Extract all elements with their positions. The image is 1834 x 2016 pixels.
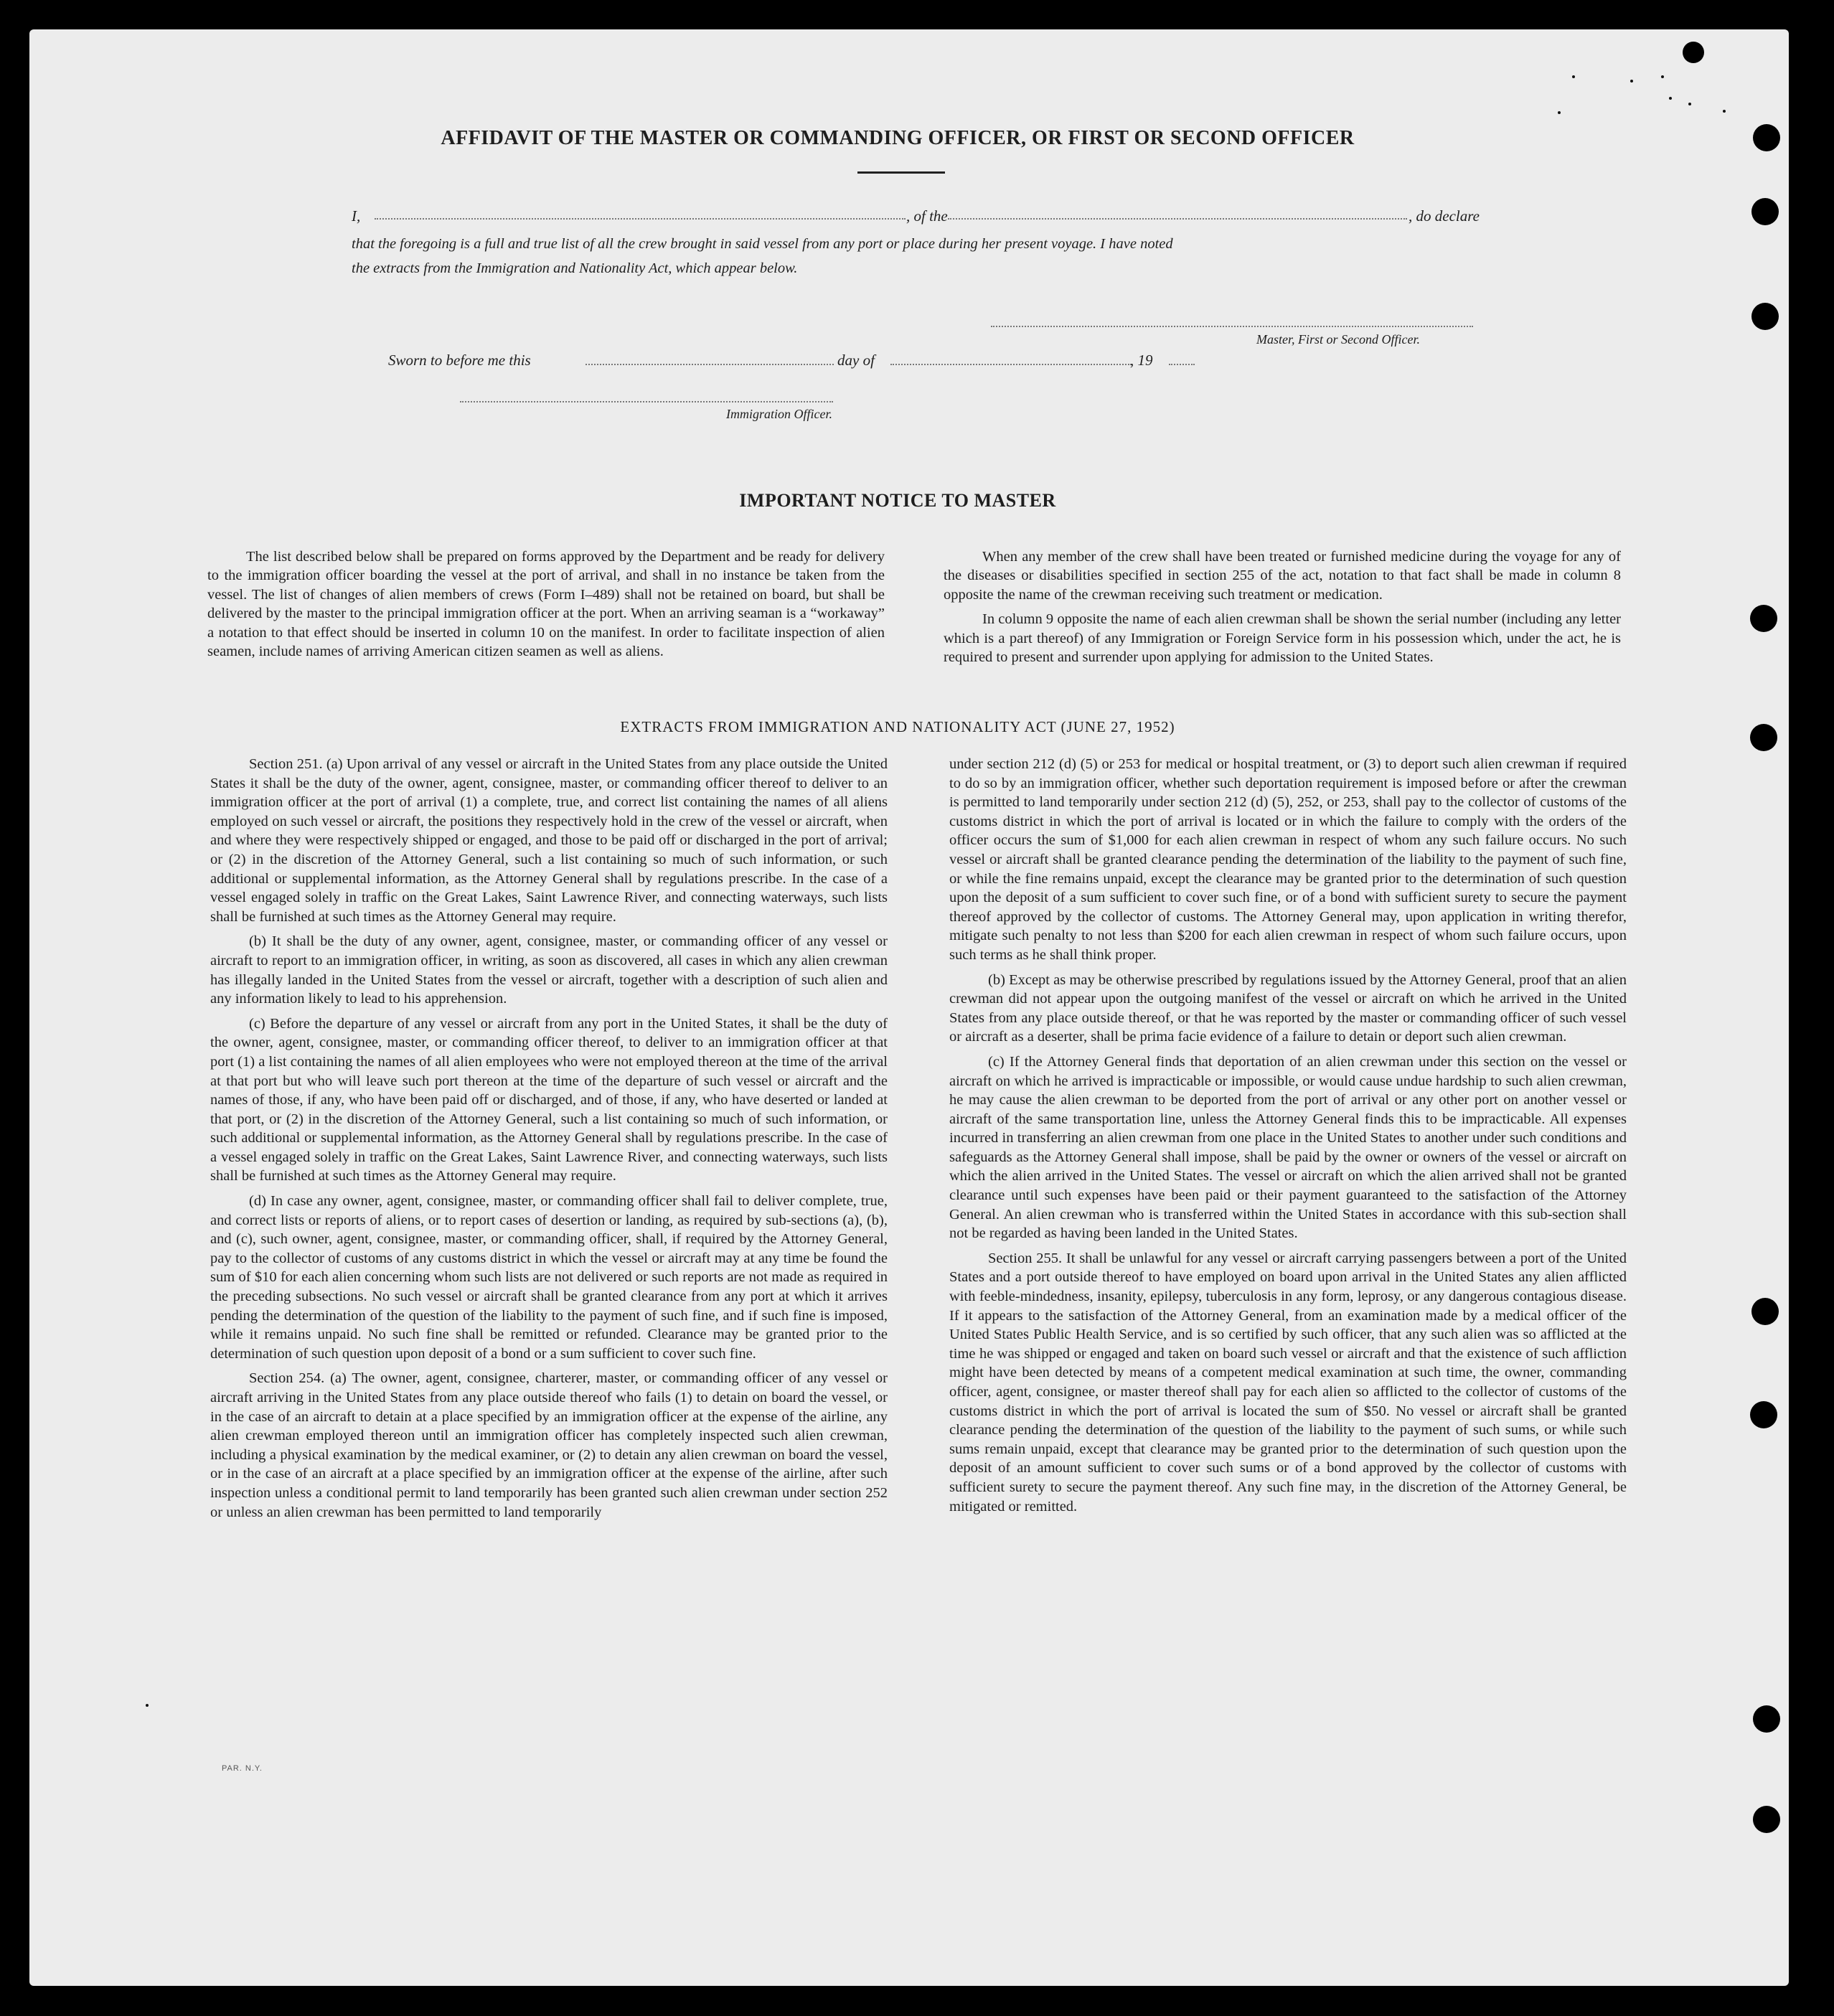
speck: [1669, 97, 1672, 100]
day-of-label: day of: [837, 352, 875, 369]
binder-hole-5: [1750, 605, 1777, 632]
speck: [1723, 110, 1726, 113]
immigration-officer-signature-field[interactable]: [460, 401, 833, 402]
sworn-label: Sworn to before me this: [388, 352, 531, 369]
section-251-d: (d) In case any owner, agent, consignee, master, or commanding officer shall fail to deliver complete, true, and correct lists or reports of aliens, or to report cases of desertion or landing, as required by sub-sections (a), (b), and (c), such owner, agent, consignee, master, or commanding officer, shall, if required by the Attorney General, pay to the collector of customs of any customs district in which the vessel or aircraft may at any time be found the sum of $10 for each alien concerning whom such lists are not delivered or such reports are not made as required in the preceding subsections. No such vessel or aircraft shall be granted clearance from any port at which it arrives pending the determination of the question of the liability to the payment of such fine, and if such fine is imposed, while it remains unpaid. No such fine shall be remitted or refunded. Clearance may be granted prior to the determination of such question upon deposit of a bond or a sum sufficient to cover such fine.: [210, 1193, 888, 1362]
speck: [1630, 80, 1633, 83]
speck: [1572, 75, 1575, 78]
section-254-a: Section 254. (a) The owner, agent, consignee, charterer, master, or commanding officer of any vessel or aircraft arriving in the United States from any place outside thereof who fails (1) to detain on board the vessel, or in the case of an aircraft to detain at a place specified by an immigration officer at the expense of the airline, any alien crewman employed thereon until an immigration officer has completely inspected such alien crewman, including a physical examination by the medical examiner, or (2) to detain any alien crewman on board the vessel, or in the case of an aircraft at a place specified by an immigration officer at the expense of the airline, after such inspection unless a conditional permit to land temporarily has been granted such alien crewman under section 252 or unless an alien crewman has been permitted to land temporarily: [210, 1370, 888, 1520]
declaration-line-2: the extracts from the Immigration and Nationality Act, which appear below.: [352, 260, 798, 276]
speck: [1688, 103, 1691, 105]
section-251-b: (b) It shall be the duty of any owner, agent, consignee, master, or commanding officer of any vessel or aircraft to report to an immigration officer, in writing, as soon as discovered, all cases in which any alien crewman has illegally landed in the United States from the vessel or aircraft, together with a description of such alien and any information likely to lead to his apprehension.: [210, 933, 888, 1007]
extracts-right-column: [949, 755, 1627, 1516]
title-rule: [857, 171, 945, 174]
do-declare-label: , do declare: [1409, 207, 1480, 225]
binder-hole-10: [1753, 1806, 1780, 1833]
master-signature-field[interactable]: [991, 326, 1473, 327]
vessel-name-field[interactable]: [948, 218, 1407, 220]
notice-right-paragraph-1: When any member of the crew shall have been treated or furnished medicine during the voyage for any of the diseases or disabilities specified in section 255 of the act, notation to that fact shall be made in column 8 opposite the name of the crewman receiving such treatment or medication.: [944, 549, 1621, 603]
binder-hole-4: [1751, 303, 1779, 330]
binder-hole-7: [1751, 1298, 1779, 1325]
binder-hole-6: [1750, 724, 1777, 751]
binder-hole-8: [1750, 1401, 1777, 1428]
speck: [146, 1704, 149, 1707]
notice-title: IMPORTANT NOTICE TO MASTER: [739, 490, 1056, 511]
section-254-b: (b) Except as may be otherwise prescribed by regulations issued by the Attorney General, proof that an alien crewman did not appear upon the outgoing manifest of the vessel or aircraft on which he arrived in the United States from any place outside thereof, or that he was reported by the master or commanding officer of such vessel or aircraft as a deserter, shall be prima facie evidence of a failure to detain or deport such alien crewman.: [949, 971, 1627, 1045]
extracts-left-column: [210, 755, 888, 1522]
section-254-a-continued: under section 212 (d) (5) or 253 for medical or hospital treatment, or (3) to deport such alien crewman if required to do so by an immigration officer, whether such deportation requirement is imposed before or after the crewman is permitted to land temporarily under section 212 (d) (5), 252, or 253, shall pay to the collector of customs of the customs district in which the port of arrival is located or in which the failure to comply with the orders of the officer occurs the sum of $1,000 for each alien crewman in respect of whom any such failure occurs. No such vessel or aircraft shall be granted clearance pending the determination of the liability to the payment of such fine, or while the fine remains unpaid, except the clearance may be granted prior to the determination of such question upon the deposit of a sum sufficient to cover such fine, or of a bond with sufficient surety to secure the payment thereof approved by the collector of customs. The Attorney General may, upon application in writing therefor, mitigate such penalty to not less than $200 for each alien crewman in respect of whom such failure occurs, upon such terms as he shall think proper.: [949, 756, 1627, 963]
binder-hole-2: [1753, 124, 1780, 151]
year-label: , 19: [1130, 352, 1153, 369]
binder-hole-9: [1753, 1705, 1780, 1733]
binder-hole-3: [1751, 198, 1779, 225]
speck: [1558, 111, 1561, 114]
extracts-title: EXTRACTS FROM IMMIGRATION AND NATIONALITY ACT (JUNE 27, 1952): [620, 718, 1175, 735]
printer-mark: PAR. N.Y.: [222, 1764, 263, 1773]
section-251-c: (c) Before the departure of any vessel or aircraft from any port in the United States, it shall be the duty of the owner, agent, consignee, master, or commanding officer thereof, to deliver to an immigration officer at that port (1) a list containing the names of all alien employees who were not employed thereon at the time of the arrival at that port but who will leave such port thereon at the time of the departure of such vessel or aircraft and the names of those, if any, who have been paid off or discharged, and of those, if any, who have deserted or landed at that port, or (2) in the discretion of the Attorney General, such a list containing so much of such information, or such additional or supplemental information, as the Attorney General shall by regulations prescribe. In the case of a vessel engaged solely in traffic on the Great Lakes, Saint Lawrence River, and connecting waterways, such lists shall be furnished at such times as the Attorney General may require.: [210, 1015, 888, 1184]
master-signature-caption: Master, First or Second Officer.: [1256, 332, 1420, 347]
form-page: [29, 29, 1789, 1986]
notice-left-paragraph: The list described below shall be prepared on forms approved by the Department and be ready for delivery to the immigration officer boarding the vessel at the port of arrival, and shall in no instance be taken from the vessel. The list of changes of alien members of crews (Form I–489) shall not be retained on board, but shall be delivered by the master to the principal immigration officer at the port. When an arriving seaman is a “workaway” a notation to that effect should be inserted in column 10 on the manifest. In order to facilitate inspection of alien seamen, include names of arriving American citizen seamen as well as aliens.: [207, 549, 885, 660]
notice-right-paragraph-2: In column 9 opposite the name of each alien crewman shall be shown the serial number (including any letter which is a part thereof) of any Immigration or Foreign Service form in his possession which, under the act, he is required to present and surrender upon applying for admission to the United States.: [944, 611, 1621, 666]
declarant-name-field[interactable]: [375, 218, 906, 220]
sworn-day-field[interactable]: [586, 364, 834, 365]
declaration-line-1: that the foregoing is a full and true list of all the crew brought in said vessel from any port or place during her present voyage. I have noted: [352, 236, 1173, 252]
affidavit-title: AFFIDAVIT OF THE MASTER OR COMMANDING OFFICER, OR FIRST OR SECOND OFFICER: [441, 127, 1355, 149]
sworn-year-field[interactable]: [1169, 364, 1195, 365]
section-254-c: (c) If the Attorney General finds that deportation of an alien crewman under this section on the vessel or aircraft on which he arrived is impracticable or impossible, or would cause undue hardship to such alien crewman, he may cause the alien crewman to be deported from the port of arrival or any other port on another vessel or aircraft of the same transportation line, unless the Attorney General finds this to be impracticable. All expenses incurred in transferring an alien crewman from one place in the United States to another under such conditions and safeguards as the Attorney General shall impose, shall be paid by the owner or owners of the vessel or aircraft on which the alien arrived in the United States. The vessel or aircraft on which the alien arrived shall not be granted clearance until such expenses have been paid or their payment guaranteed to the satisfaction of the Attorney General. An alien crewman who is transferred within the United States in accordance with this sub-section shall not be regarded as having been landed in the United States.: [949, 1053, 1627, 1242]
of-the-label: , of the: [906, 207, 948, 225]
notice-right-column: [944, 547, 1621, 666]
speck: [1661, 75, 1664, 78]
sworn-month-field[interactable]: [890, 364, 1132, 365]
section-255: Section 255. It shall be unlawful for any vessel or aircraft carrying passengers between a port of the United States and a port outside thereof to have employed on board upon arrival in the United States any alien afflicted with feeble-mindedness, insanity, epilepsy, tuberculosis in any form, leprosy, or any dangerous contagious disease. If it appears to the satisfaction of the Attorney General, from an examination made by a medical officer of the United States Public Health Service, and is so certified by such officer, that any such alien was so afflicted at the time he was shipped or engaged and taken on board such vessel or aircraft and that the existence of such affliction might have been detected by means of a competent medical examination at such time, the owner, commanding officer, agent, consignee, or master thereof shall pay for each alien so afflicted to the collector of customs of the customs district in which the port of arrival is located the sum of $50. No vessel or aircraft shall be granted clearance pending the determination of the question of the liability to the payment of such sums, or while such sums remain unpaid, except that clearance may be granted prior to the determination of such question upon the deposit of an amount sufficient to cover such sums or of a bond approved by the collector of customs with sufficient surety to secure the payment thereof. Any such fine may, in the discretion of the Attorney General, be mitigated or remitted.: [949, 1250, 1627, 1515]
binder-hole-1: [1683, 42, 1704, 63]
immigration-officer-caption: Immigration Officer.: [726, 407, 832, 421]
section-251-a: Section 251. (a) Upon arrival of any vessel or aircraft in the United States from any place outside the United States it shall be the duty of the owner, agent, consignee, master, or commanding officer thereof to deliver to an immigration officer at the port of arrival (1) a complete, true, and correct list containing the names of all aliens employed on such vessel or aircraft, the positions they respectively hold in the crew of the vessel or aircraft, when and where they were respectively shipped or engaged, and those to be paid off or discharged in the port of arrival; or (2) in the discretion of the Attorney General, such a list containing so much of such information, or such additional or supplemental information, as the Attorney General shall by regulations prescribe. In the case of a vessel engaged solely in traffic on the Great Lakes, Saint Lawrence River, and connecting waterways, such lists shall be furnished at such times as the Attorney General may require.: [210, 756, 888, 925]
notice-left-column: [207, 547, 885, 661]
declarant-label: I,: [352, 207, 361, 225]
